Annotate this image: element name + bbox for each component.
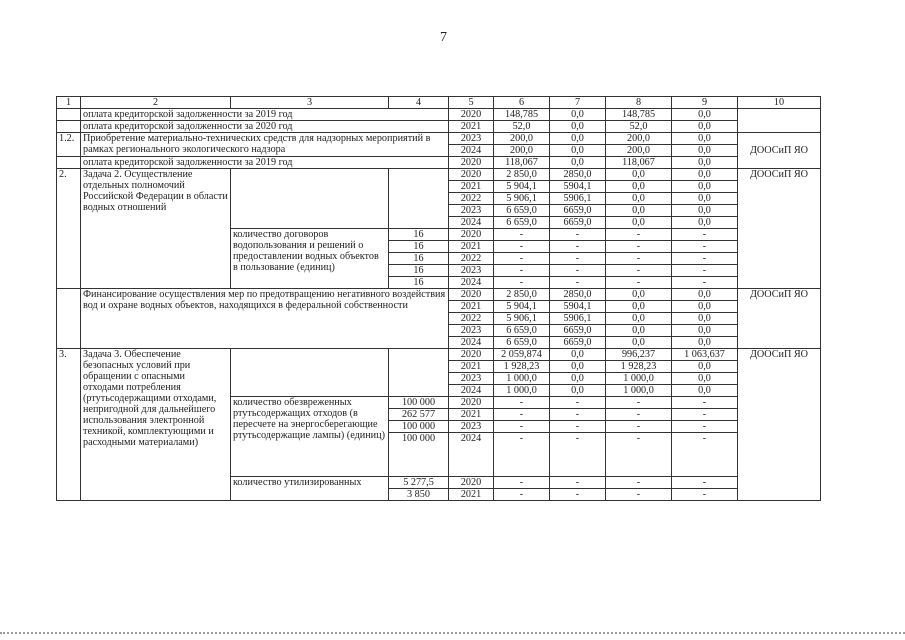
- value-cell: -: [494, 433, 550, 477]
- indicator-value: 16: [389, 241, 449, 253]
- value-cell: -: [494, 241, 550, 253]
- value-cell: -: [606, 421, 672, 433]
- year-cell: 2020: [449, 289, 494, 301]
- value-cell: -: [550, 409, 606, 421]
- value-cell: 0,0: [672, 301, 738, 313]
- year-cell: 2024: [449, 433, 494, 477]
- value-cell: 0,0: [672, 313, 738, 325]
- value-cell: 0,0: [672, 145, 738, 157]
- value-cell: 0,0: [672, 337, 738, 349]
- value-cell: 0,0: [672, 121, 738, 133]
- header-cell: 2: [81, 97, 231, 109]
- value-cell: 2 850,0: [494, 169, 550, 181]
- value-cell: -: [606, 277, 672, 289]
- value-cell: -: [550, 241, 606, 253]
- value-cell: -: [672, 241, 738, 253]
- value-cell: 0,0: [672, 385, 738, 397]
- value-cell: -: [672, 421, 738, 433]
- year-cell: 2020: [449, 477, 494, 489]
- year-cell: 2020: [449, 109, 494, 121]
- value-cell: -: [606, 397, 672, 409]
- year-cell: 2020: [449, 169, 494, 181]
- value-cell: -: [550, 477, 606, 489]
- value-cell: -: [606, 253, 672, 265]
- value-cell: 0,0: [606, 205, 672, 217]
- value-cell: -: [672, 489, 738, 501]
- indicator-value: 3 850: [389, 489, 449, 501]
- value-cell: -: [494, 229, 550, 241]
- value-cell: 0,0: [550, 349, 606, 361]
- value-cell: 0,0: [672, 205, 738, 217]
- value-cell: -: [494, 253, 550, 265]
- row-description: оплата кредиторской задолженности за 2020 год: [81, 121, 449, 133]
- header-cell: 10: [738, 97, 821, 109]
- value-cell: -: [550, 421, 606, 433]
- value-cell: 0,0: [550, 385, 606, 397]
- task-name: Задача 2. Осуществление отдельных полномочий Российской Федерации в области водных отношений: [81, 169, 231, 289]
- value-cell: 0,0: [606, 217, 672, 229]
- indicator-label: количество утилизированных: [231, 477, 389, 501]
- value-cell: 5 904,1: [494, 181, 550, 193]
- year-cell: 2021: [449, 181, 494, 193]
- value-cell: -: [550, 397, 606, 409]
- indicator-label: количество обезвреженных ртутьсодержащих отходов (в пересчете на энергосберегающие ртутьсодержащие лампы) (единиц): [231, 397, 389, 477]
- value-cell: 1 000,0: [606, 373, 672, 385]
- value-cell: 1 928,23: [494, 361, 550, 373]
- year-cell: 2020: [449, 349, 494, 361]
- value-cell: 0,0: [672, 325, 738, 337]
- year-cell: 2021: [449, 121, 494, 133]
- value-cell: 6659,0: [550, 337, 606, 349]
- value-cell: 0,0: [606, 313, 672, 325]
- value-cell: 0,0: [606, 193, 672, 205]
- header-row: [57, 97, 821, 109]
- value-cell: 1 000,0: [494, 373, 550, 385]
- value-cell: 6659,0: [550, 325, 606, 337]
- task-name: Задача 3. Обеспечение безопасных условий при обращении с опасными отходами потребления (ртутьсодержащими отходами, непригодной для дальнейшего использования электронной техникой, комплектующими и расходными материалами): [81, 349, 231, 501]
- year-cell: 2021: [449, 489, 494, 501]
- value-cell: 0,0: [672, 133, 738, 145]
- value-cell: 52,0: [494, 121, 550, 133]
- value-cell: 6 659,0: [494, 337, 550, 349]
- value-cell: 0,0: [672, 181, 738, 193]
- value-cell: -: [494, 477, 550, 489]
- value-cell: 200,0: [606, 133, 672, 145]
- year-cell: 2024: [449, 277, 494, 289]
- executor-cell: ДООСиП ЯО: [738, 349, 821, 501]
- value-cell: -: [550, 229, 606, 241]
- table-row: [57, 109, 821, 121]
- value-cell: -: [606, 409, 672, 421]
- indicator-value: 16: [389, 277, 449, 289]
- value-cell: 5904,1: [550, 181, 606, 193]
- year-cell: 2024: [449, 337, 494, 349]
- value-cell: -: [606, 229, 672, 241]
- indicator-value: 16: [389, 253, 449, 265]
- value-cell: -: [494, 409, 550, 421]
- value-cell: 0,0: [672, 289, 738, 301]
- value-cell: 0,0: [550, 133, 606, 145]
- value-cell: 1 000,0: [494, 385, 550, 397]
- table-row: [57, 289, 821, 301]
- value-cell: 5906,1: [550, 313, 606, 325]
- page-number: 7: [440, 30, 447, 45]
- value-cell: -: [550, 433, 606, 477]
- value-cell: 2 059,874: [494, 349, 550, 361]
- header-cell: 9: [672, 97, 738, 109]
- value-cell: 0,0: [550, 373, 606, 385]
- indicator-label: количество договоров водопользования и решений о предоставлении водных объектов в пользование (единиц): [231, 229, 389, 289]
- value-cell: -: [606, 241, 672, 253]
- value-cell: 2850,0: [550, 289, 606, 301]
- header-cell: 5: [449, 97, 494, 109]
- value-cell: 0,0: [606, 337, 672, 349]
- header-cell: 6: [494, 97, 550, 109]
- value-cell: 0,0: [550, 157, 606, 169]
- scan-edge: [0, 632, 905, 634]
- indicator-value: 100 000: [389, 397, 449, 409]
- row-description: Приобретение материально-технических средств для надзорных мероприятий в рамках регионального экологического надзора: [81, 133, 449, 157]
- value-cell: 0,0: [550, 361, 606, 373]
- year-cell: 2024: [449, 385, 494, 397]
- value-cell: 148,785: [494, 109, 550, 121]
- value-cell: 0,0: [606, 289, 672, 301]
- indicator-value: 5 277,5: [389, 477, 449, 489]
- value-cell: 0,0: [606, 181, 672, 193]
- value-cell: -: [672, 265, 738, 277]
- year-cell: 2023: [449, 205, 494, 217]
- header-cell: 1: [57, 97, 81, 109]
- value-cell: 0,0: [606, 301, 672, 313]
- value-cell: 0,0: [672, 217, 738, 229]
- value-cell: 0,0: [550, 109, 606, 121]
- value-cell: 0,0: [672, 193, 738, 205]
- year-cell: 2020: [449, 397, 494, 409]
- value-cell: 0,0: [606, 169, 672, 181]
- budget-table: [56, 96, 821, 501]
- value-cell: 0,0: [672, 373, 738, 385]
- value-cell: -: [494, 277, 550, 289]
- year-cell: 2020: [449, 157, 494, 169]
- header-cell: 8: [606, 97, 672, 109]
- year-cell: 2020: [449, 229, 494, 241]
- value-cell: -: [606, 489, 672, 501]
- value-cell: 6 659,0: [494, 217, 550, 229]
- table-row: [57, 157, 821, 169]
- year-cell: 2024: [449, 145, 494, 157]
- value-cell: -: [672, 409, 738, 421]
- indicator-value: 100 000: [389, 421, 449, 433]
- value-cell: -: [672, 433, 738, 477]
- table-row: [57, 349, 821, 361]
- value-cell: -: [606, 477, 672, 489]
- value-cell: -: [672, 477, 738, 489]
- year-cell: 2024: [449, 217, 494, 229]
- value-cell: 1 928,23: [606, 361, 672, 373]
- value-cell: -: [672, 397, 738, 409]
- year-cell: 2021: [449, 409, 494, 421]
- value-cell: 0,0: [606, 325, 672, 337]
- year-cell: 2022: [449, 193, 494, 205]
- value-cell: -: [672, 229, 738, 241]
- value-cell: -: [494, 265, 550, 277]
- value-cell: 200,0: [494, 133, 550, 145]
- value-cell: -: [550, 253, 606, 265]
- table-row: [57, 121, 821, 133]
- year-cell: 2021: [449, 361, 494, 373]
- year-cell: 2023: [449, 421, 494, 433]
- indicator-value: 262 577: [389, 409, 449, 421]
- year-cell: 2023: [449, 325, 494, 337]
- executor-cell: ДООСиП ЯО: [738, 289, 821, 349]
- value-cell: 6659,0: [550, 217, 606, 229]
- item-number: 3.: [57, 349, 81, 501]
- value-cell: -: [606, 265, 672, 277]
- row-description: оплата кредиторской задолженности за 2019 год: [81, 109, 449, 121]
- value-cell: 996,237: [606, 349, 672, 361]
- item-number: 2.: [57, 169, 81, 289]
- year-cell: 2021: [449, 301, 494, 313]
- value-cell: 1 063,637: [672, 349, 738, 361]
- value-cell: 6 659,0: [494, 205, 550, 217]
- indicator-value: 100 000: [389, 433, 449, 477]
- value-cell: 5 906,1: [494, 193, 550, 205]
- value-cell: 5906,1: [550, 193, 606, 205]
- header-cell: 7: [550, 97, 606, 109]
- header-cell: 4: [389, 97, 449, 109]
- value-cell: 5 906,1: [494, 313, 550, 325]
- value-cell: 200,0: [606, 145, 672, 157]
- value-cell: 118,067: [494, 157, 550, 169]
- table-row: [57, 133, 821, 145]
- year-cell: 2022: [449, 253, 494, 265]
- value-cell: 0,0: [672, 361, 738, 373]
- value-cell: 6659,0: [550, 205, 606, 217]
- value-cell: 0,0: [672, 157, 738, 169]
- value-cell: 1 000,0: [606, 385, 672, 397]
- indicator-value: 16: [389, 265, 449, 277]
- year-cell: 2023: [449, 373, 494, 385]
- value-cell: 52,0: [606, 121, 672, 133]
- year-cell: 2021: [449, 241, 494, 253]
- header-cell: 3: [231, 97, 389, 109]
- value-cell: 0,0: [672, 169, 738, 181]
- value-cell: -: [494, 489, 550, 501]
- value-cell: -: [606, 433, 672, 477]
- value-cell: -: [672, 253, 738, 265]
- indicator-value: 16: [389, 229, 449, 241]
- value-cell: -: [550, 489, 606, 501]
- value-cell: -: [550, 265, 606, 277]
- value-cell: 118,067: [606, 157, 672, 169]
- item-number: 1.2.: [57, 133, 81, 157]
- value-cell: 2850,0: [550, 169, 606, 181]
- row-description: Финансирование осуществления мер по предотвращению негативного воздействия вод и охране водных объектов, находящихся в федеральной собственности: [81, 289, 449, 349]
- year-cell: 2023: [449, 265, 494, 277]
- value-cell: -: [550, 277, 606, 289]
- value-cell: 0,0: [550, 121, 606, 133]
- value-cell: 5904,1: [550, 301, 606, 313]
- year-cell: 2023: [449, 133, 494, 145]
- value-cell: 0,0: [550, 145, 606, 157]
- year-cell: 2022: [449, 313, 494, 325]
- executor-cell: ДООСиП ЯО: [738, 133, 821, 169]
- value-cell: 200,0: [494, 145, 550, 157]
- value-cell: 0,0: [672, 109, 738, 121]
- value-cell: 6 659,0: [494, 325, 550, 337]
- value-cell: -: [494, 397, 550, 409]
- value-cell: 2 850,0: [494, 289, 550, 301]
- table-row: [57, 169, 821, 181]
- value-cell: 148,785: [606, 109, 672, 121]
- value-cell: -: [494, 421, 550, 433]
- executor-cell: ДООСиП ЯО: [738, 169, 821, 289]
- value-cell: 5 904,1: [494, 301, 550, 313]
- value-cell: -: [672, 277, 738, 289]
- row-description: оплата кредиторской задолженности за 2019 год: [81, 157, 449, 169]
